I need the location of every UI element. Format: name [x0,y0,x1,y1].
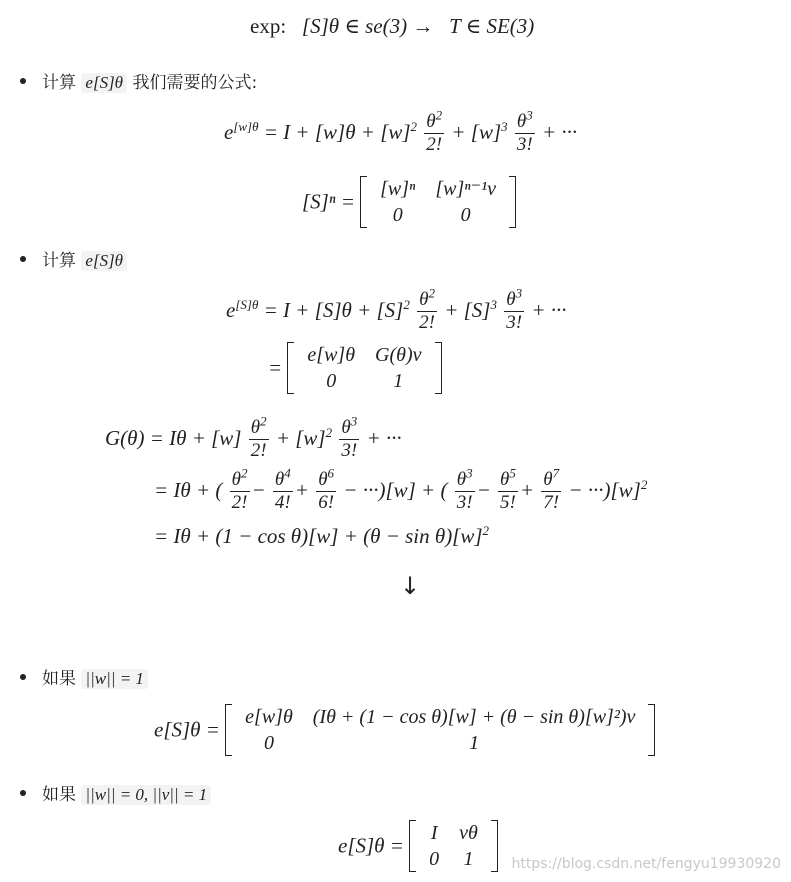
inline-math: e[S]θ [81,73,127,93]
bullet-1: 计算 e[S]θ 我们需要的公式: [42,73,258,93]
formula-S-power: [S]ⁿ = [w]ⁿ [w]ⁿ⁻¹v 0 0 [302,176,516,228]
formula-zero-w: e[S]θ = I vθ 0 1 [338,820,498,872]
formula-exp-S: $e^{[S]\theta} = I + [S]\theta + [S]^2$ $\frac{\theta^2}{2!}$ + $[S]^3$ $\frac{\theta^3}{3!}$ + ··· [226,285,567,333]
exp-label: exp: [250,14,287,38]
formula-exp-w: $e^{[w]\theta} = I + [w]\theta + [w]^2$ $\frac{\theta^2}{2!}$ + $[w]^3$ $\frac{\theta^3}{3!}$ + ··· [224,107,578,155]
bullet-dot [20,256,26,262]
formula-exp-S-matrix: = e[w]θ G(θ)v 0 1 [268,342,442,394]
inline-math: ||w|| = 0, ||v|| = 1 [81,785,211,805]
watermark: https://blog.csdn.net/fengyu19930920 [511,856,781,872]
top-formula [250,14,534,39]
top-right: T ∈ SE(3) [449,14,535,38]
inline-math: e[S]θ [81,251,127,271]
formula-G-line2: = Iθ + ( $\frac{\theta^2}{2!}$ − $\frac{\theta^4}{4!}$ + $\frac{\theta^6}{6!}$ − ···)[w] + ( $\frac{\theta^3}{3!}$ − $\frac{\theta^5}{5!}$ + $\frac{\theta^7}{7!}$ − $\cdot\cdot\cdot)[w]^2$ [154,465,648,513]
formula-G-line1: G(θ) = Iθ + [w] $\frac{\theta^2}{2!}$ + $[w]^2$ $\frac{\theta^3}{3!}$ + ··· [105,413,402,461]
bullet-dot [20,790,26,796]
bullet-4: 如果 ||w|| = 0, ||v|| = 1 [42,780,211,805]
bullet-dot [20,674,26,680]
formula-G-line3: = $I\theta + (1 - \cos \theta)[w] + (\theta - \sin \theta)[w]^2$ [154,523,490,548]
bullet-3: 如果 ||w|| = 1 [42,664,148,689]
top-middle: [S]θ ∈ se(3) → [301,14,434,38]
bullet-2: 计算 e[S]θ [42,246,127,271]
down-arrow-icon: ↓ [400,572,421,600]
inline-math: ||w|| = 1 [81,669,148,689]
formula-unit-w: e[S]θ = e[w]θ (Iθ + (1 − cos θ)[w] + (θ − sin θ)[w]²)v 0 1 [154,704,655,756]
bullet-dot [20,78,26,84]
